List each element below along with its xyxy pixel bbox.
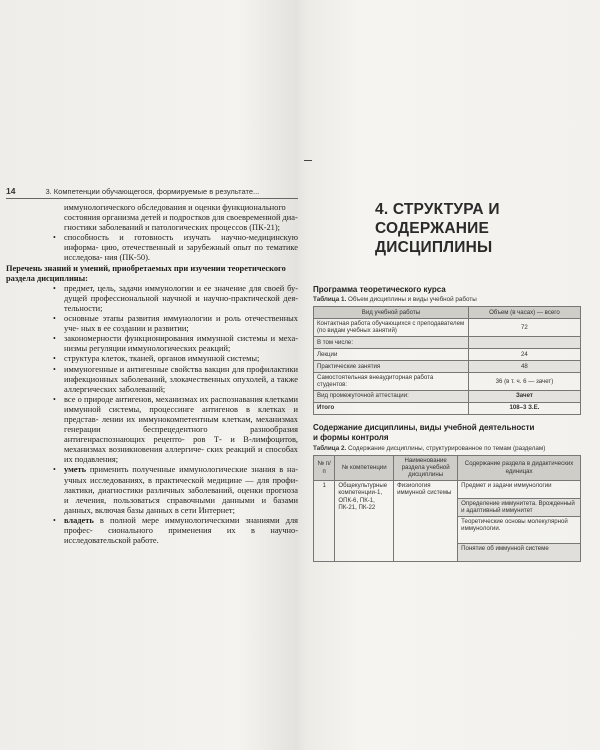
list-item: • владеть в полной мере иммунологическими знаниями для профес- сионального применения их в научно-исследовательской работе. [53, 515, 298, 546]
table-row [314, 480, 581, 498]
knowledge-list [6, 284, 298, 546]
column-header: № п/п [314, 455, 335, 480]
list-item: • закономерности функционирования иммунной системы и меха- низмы регуляции иммунологических реакций; [53, 334, 298, 354]
left-page [6, 186, 298, 546]
table-header-row [314, 307, 581, 319]
bullet-icon: • [53, 515, 56, 525]
table-row [314, 348, 581, 360]
competence-list [6, 233, 298, 263]
knowledge-heading: Перечень знаний и умений, приобретаемых при изучении теоретического [6, 263, 286, 273]
page-mark [304, 160, 312, 161]
table-cell: Итого [314, 402, 469, 414]
list-item: • способность и готовность изучать научно-медицинскую информа- цию, отечественный и зарубежный опыт по тематике исследова- ния (ПК-50). [53, 233, 298, 263]
table-caption: Таблица 1. Объем дисциплины и виды учебной работы [313, 296, 477, 303]
right-page [313, 196, 581, 562]
table-cell: Предмет и задачи иммунологии [458, 480, 581, 498]
bullet-icon: • [53, 314, 56, 324]
section-heading: Содержание дисциплины, виды учебной деятельности и формы контроля [313, 422, 535, 442]
column-header: Наименование раздела учебной дисциплины [394, 455, 458, 480]
left-body-text [6, 203, 298, 546]
bullet-icon: • [53, 334, 56, 344]
table-cell [468, 336, 580, 348]
intro-line: состояния организма детей и подростков для своевременной диа- [64, 213, 298, 223]
table-cell: Практические занятия [314, 360, 469, 372]
table-cell: 24 [468, 348, 580, 360]
table-row [314, 390, 581, 402]
column-header: Объем (в часах) — всего [468, 307, 580, 319]
running-head-text: 3. Компетенции обучающегося, формируемые в результате... [45, 187, 260, 196]
table-cell: Теоретические основы молекулярной иммунологии. [458, 516, 581, 543]
table-cell: 108–3 З.Е. [468, 402, 580, 414]
bullet-icon: • [53, 364, 56, 374]
table-row [314, 360, 581, 372]
bullet-icon: • [53, 233, 56, 243]
table-cell: 48 [468, 360, 580, 372]
knowledge-heading-cont: раздела дисциплины: [6, 273, 88, 283]
skill-keyword: владеть [64, 515, 94, 525]
table-cell: Определение иммунитета. Врожденный и адаптивный иммунитет [458, 498, 581, 516]
list-item: • уметь применить полученные иммунологические знания в на- учных исследованиях, в практической медицине — для профи- лактики, диагностики различных заболеваний, оценки прогноза и лечения, пользоваться справочными данными и базами данных, включая базы данных в сети Интернет; [53, 465, 298, 515]
bullet-icon: • [53, 354, 56, 364]
bullet-icon: • [53, 394, 56, 404]
table-row [314, 319, 581, 337]
page-number: 14 [6, 186, 16, 196]
column-header: № компетенции [335, 455, 394, 480]
bullet-icon: • [53, 465, 56, 475]
table-cell: Лекции [314, 348, 469, 360]
skill-keyword: уметь [64, 465, 87, 475]
workload-table [313, 306, 581, 415]
list-item: • все о природе антигенов, механизмах их распознавания клетками иммунной системы, процессинге антигенов в клетках и представ- лении их иммунокомпетентным клеткам, механизмах генерации беспрецедентного разнообразия антигенраспознающих рецепто- ров Т- и В-лимфоцитов, механизмах возникновения аллергиче- ских реакций и способах их подавления; [53, 394, 298, 465]
list-item: • структура клеток, тканей, органов иммунной системы; [53, 354, 260, 364]
table-cell: Вид промежуточной аттестации: [314, 390, 469, 402]
column-header: Вид учебной работы [314, 307, 469, 319]
table-cell: Самостоятельная внеаудиторная работа студентов: [314, 372, 469, 390]
intro-line: гностики заболеваний и патологических процессов (ПК-21); [64, 223, 280, 233]
table-cell: Физиология иммунной системы [394, 480, 458, 561]
table-cell: В том числе: [314, 336, 469, 348]
list-item: • иммуногенные и антигенные свойства вакцин для профилактики инфекционных заболеваний, злокачественных опухолей, а также аллергических заболеваний; [53, 364, 298, 394]
table-cell: 72 [468, 319, 580, 337]
chapter-title: 4. СТРУКТУРА И СОДЕРЖАНИЕ ДИСЦИПЛИНЫ [375, 201, 500, 256]
table-row [314, 372, 581, 390]
table-header-row [314, 455, 581, 480]
table-cell: Зачет [468, 390, 580, 402]
running-header [6, 186, 298, 199]
content-table [313, 455, 581, 562]
table-cell: 36 (в т. ч. 6 — зачет) [468, 372, 580, 390]
table-cell: 1 [314, 480, 335, 561]
table-cell: Общекультурные компетенции-1, ОПК-6, ПК-1, ПК-21, ПК-22 [335, 480, 394, 561]
table-caption: Таблица 2. Содержание дисциплины, структурированное по темам (разделам) [313, 444, 546, 452]
table-total-row [314, 402, 581, 414]
list-item: • основные этапы развития иммунологии и роль отечественных уче- ных в ее создании и развитии; [53, 314, 298, 334]
list-item: • предмет, цель, задачи иммунологии и ее значение для своей бу- дущей профессиональной научной и научно-практической дея- тельности; [53, 283, 298, 313]
section-heading: Программа теоретического курса [313, 285, 446, 294]
column-header: Содержание раздела в дидактических единицах [458, 455, 581, 480]
table-cell: Понятие об иммунной системе [458, 543, 581, 561]
intro-line: иммунологического обследования и оценки функционального [64, 203, 286, 212]
table-cell: Контактная работа обучающихся с преподавателем (по видам учебных занятий) [314, 319, 469, 337]
table-row [314, 336, 581, 348]
bullet-icon: • [53, 283, 56, 293]
